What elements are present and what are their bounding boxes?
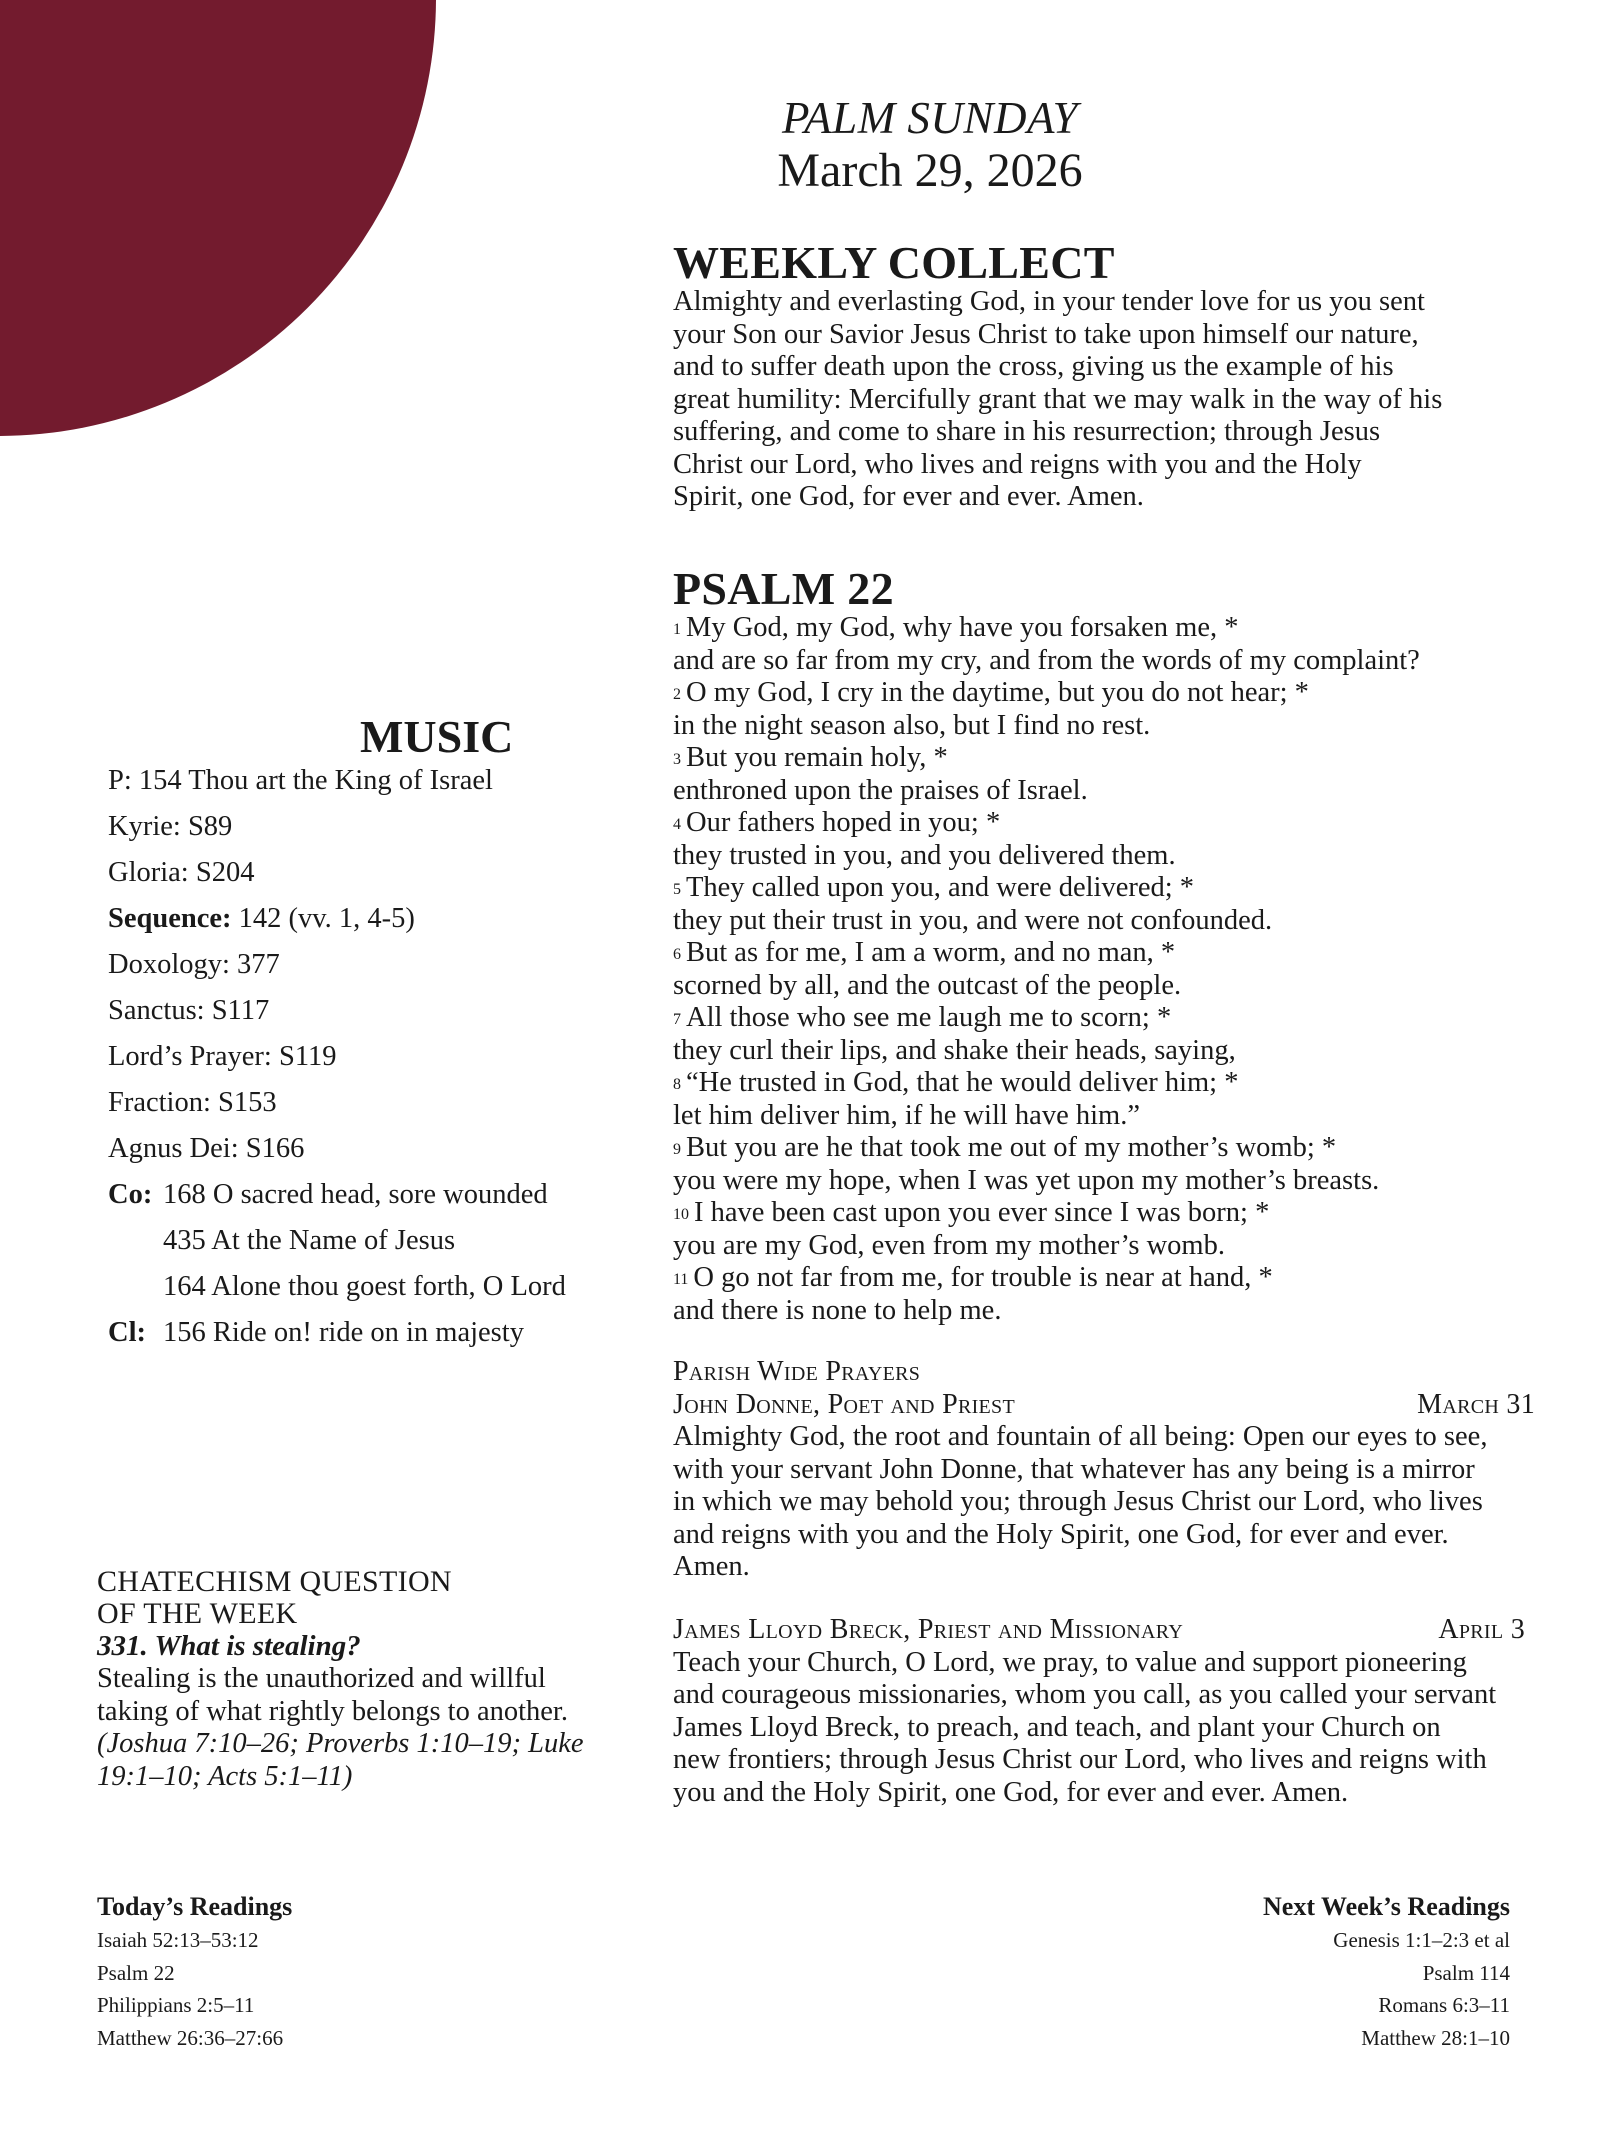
verse-text: But as for me, I am a worm, and no man, * [686,937,1176,968]
psalm-verse-line-a [673,807,1573,840]
hymn-text: 435 At the Name of Jesus [163,1225,456,1256]
todays-readings-title: Today’s Readings [97,1892,293,1921]
collect-line: great humility: Mercifully grant that we may walk in the way of his [673,383,1443,415]
parish-prayers-section [673,1356,1573,1584]
psalm-verse-line-a [673,612,1573,645]
verse-text: But you are he that took me out of my mother’s womb; * [686,1132,1337,1163]
closing-hymn [108,1310,566,1356]
psalm-verse-line-b: in the night season also, but I find no rest. [673,709,1151,741]
psalm-verse-line-b: let him deliver him, if he will have him.” [673,1099,1140,1131]
psalm-section [673,563,1573,1327]
verse-number: 9 [673,1141,681,1158]
reading-item: Isaiah 52:13–53:12 [97,1928,259,1952]
communion-hymn [108,1264,566,1310]
music-item [108,758,566,804]
music-list [108,758,566,1356]
music-item-label: Lord’s Prayer: [108,1041,272,1072]
psalm-verse-line-b: they trusted in you, and you delivered them. [673,839,1176,871]
liturgical-day-title: PALM SUNDAY [782,93,1078,143]
reading-item: Philippians 2:5–11 [97,1993,255,2017]
music-item [108,988,566,1034]
verse-number: 6 [673,946,681,963]
commemoration-date: April 3 [1438,1614,1525,1645]
music-item [108,1080,566,1126]
service-date: March 29, 2026 [777,144,1083,197]
verse-number: 4 [673,816,681,833]
commemoration-name: John Donne, Poet and Priest [673,1388,1016,1420]
prayer-line: and courageous missionaries, whom you call, as you called your servant [673,1679,1497,1710]
reading-item: Matthew 26:36–27:66 [97,2025,284,2050]
psalm-heading: PSALM 22 [673,563,894,614]
collect-heading: WEEKLY COLLECT [673,237,1115,288]
psalm-verse-line-a [673,1002,1573,1035]
prayer-text [673,1421,1573,1584]
verse-number: 7 [673,1011,681,1028]
music-item-label: Doxology: [108,949,230,980]
parish-prayer-2 [673,1614,1573,1809]
psalm-verse-line-b: and there is none to help me. [673,1294,1002,1326]
verse-text: “He trusted in God, that he would deliver him; * [686,1067,1239,1098]
catechism-references: (Joshua 7:10–26; Proverbs 1:10–19; Luke [97,1728,584,1759]
verse-number: 11 [673,1271,689,1288]
music-item [108,896,566,942]
weekly-collect-section [673,237,1573,514]
verse-number: 2 [673,686,681,703]
music-item-label: Sanctus: [108,995,205,1026]
page-header [760,92,1100,198]
music-item [108,850,566,896]
verse-text: My God, my God, why have you forsaken me, * [686,612,1239,643]
reading-item: Genesis 1:1–2:3 et al [1333,1928,1510,1952]
prayer-line: James Lloyd Breck, to preach, and teach, and plant your Church on [673,1711,1441,1743]
psalm-verse-line-b: and are so far from my cry, and from the words of my complaint? [673,644,1420,676]
collect-line: suffering, and come to share in his resurrection; through Jesus [673,416,1381,447]
verse-number: 8 [673,1076,681,1093]
music-item-text: S117 [211,995,270,1026]
verse-text: But you remain holy, * [686,742,948,773]
music-item-text: 142 (vv. 1, 4-5) [238,903,415,934]
catechism-question: 331. What is stealing? [97,1630,361,1662]
reading-item: Psalm 22 [97,1960,175,1985]
prayer-line: in which we may behold you; through Jesus Christ our Lord, who lives [673,1486,1483,1517]
psalm-verse-line-b: scorned by all, and the outcast of the people. [673,969,1182,1001]
reading-item: Romans 6:3–11 [1378,1993,1510,2017]
psalm-verse-line-b: they curl their lips, and shake their heads, saying, [673,1034,1236,1066]
collect-line: Christ our Lord, who lives and reigns with you and the Holy [673,448,1362,480]
music-item-label: Agnus Dei: [108,1133,239,1164]
psalm-verse-line-a [673,677,1573,710]
music-item-text: S89 [187,811,233,842]
catechism-title: OF THE WEEK [97,1597,298,1630]
prayer-line: Teach your Church, O Lord, we pray, to value and support pioneering [673,1646,1467,1678]
commemoration-name: James Lloyd Breck, Priest and Missionary [673,1614,1184,1645]
todays-readings [97,1890,497,2054]
music-item-label: Fraction: [108,1087,211,1118]
psalm-verse-line-a [673,742,1573,775]
music-item-text: S166 [245,1133,305,1164]
hymn-text: 156 Ride on! ride on in majesty [163,1317,524,1348]
music-item [108,1034,566,1080]
music-item-text: S153 [218,1087,277,1118]
verse-text: I have been cast upon you ever since I was born; * [694,1197,1270,1228]
collect-line: Almighty and everlasting God, in your tender love for us you sent [673,286,1425,317]
verse-text: They called upon you, and were delivered; * [686,872,1195,903]
collect-line: and to suffer death upon the cross, giving us the example of his [673,351,1394,382]
catechism-answer: Stealing is the unauthorized and willful [97,1663,546,1694]
music-item [108,804,566,850]
music-item-label: P: [108,765,132,796]
music-item-label: Sequence: [108,903,232,934]
closing-label: Cl: [108,1317,146,1348]
verse-text: O my God, I cry in the daytime, but you do not hear; * [686,677,1309,708]
prayer-text [673,1647,1573,1810]
music-heading: MUSIC [360,711,514,762]
prayer-line: Amen. [673,1551,750,1582]
decorative-circle [0,0,436,436]
verse-number: 5 [673,881,681,898]
hymn-text: 164 Alone thou goest forth, O Lord [163,1271,566,1302]
psalm-verse-line-a [673,1132,1573,1165]
collect-line: Spirit, one God, for ever and ever. Amen. [673,481,1144,512]
next-readings-title: Next Week’s Readings [1263,1892,1510,1921]
communion-label: Co: [108,1179,153,1210]
verse-number: 1 [673,621,681,638]
prayer-heading [673,1614,1553,1647]
psalm-verse-line-a [673,872,1573,905]
psalm-verse-line-b: you were my hope, when I was yet upon my mother’s breasts. [673,1164,1380,1196]
commemoration-date: March 31 [1417,1388,1535,1420]
catechism-section [97,1566,657,1793]
music-item-label: Kyrie: [108,811,181,842]
prayer-line: and reigns with you and the Holy Spirit, one God, for ever and ever. [673,1518,1449,1550]
reading-item: Matthew 28:1–10 [1361,2025,1510,2050]
psalm-verse-line-a [673,937,1573,970]
communion-hymn [108,1218,566,1264]
communion-hymn [108,1172,566,1218]
reading-item: Psalm 114 [1422,1960,1510,1985]
verse-text: All those who see me laugh me to scorn; * [686,1002,1172,1033]
verse-number: 3 [673,751,681,768]
verse-text: Our fathers hoped in you; * [686,807,1001,838]
prayer-line: new frontiers; through Jesus Christ our Lord, who lives and reigns with [673,1744,1487,1775]
psalm-verse-line-a [673,1197,1573,1230]
collect-line: your Son our Savior Jesus Christ to take upon himself our nature, [673,318,1419,350]
psalm-verse-line-a [673,1067,1573,1100]
psalm-verse-line-a [673,1262,1573,1295]
catechism-references: 19:1–10; Acts 5:1–11) [97,1760,353,1792]
prayer-line: with your servant John Donne, that whatever has any being is a mirror [673,1453,1475,1485]
prayer-line: Almighty God, the root and fountain of all being: Open our eyes to see, [673,1421,1488,1452]
hymn-text: 168 O sacred head, sore wounded [163,1179,548,1210]
psalm-verse-line-b: enthroned upon the praises of Israel. [673,774,1088,806]
psalm-verse-line-b: you are my God, even from my mother’s womb. [673,1229,1225,1261]
prayers-section-title: Parish Wide Prayers [673,1356,921,1387]
prayer-line: you and the Holy Spirit, one God, for ever and ever. Amen. [673,1776,1349,1808]
music-item-label: Gloria: [108,857,189,888]
catechism-title: CHATECHISM QUESTION [97,1565,452,1598]
collect-text [673,286,1533,514]
verse-number: 10 [673,1206,689,1223]
psalm-text [673,612,1573,1327]
verse-text: O go not far from me, for trouble is near at hand, * [693,1262,1273,1293]
music-item-text: S204 [195,857,255,888]
music-item-text: S119 [278,1041,337,1072]
prayer-heading [673,1389,1553,1422]
catechism-answer: taking of what rightly belongs to another. [97,1695,568,1727]
music-item [108,1126,566,1172]
music-item-text: 154 Thou art the King of Israel [138,765,493,796]
music-item-text: 377 [237,949,280,980]
music-item [108,942,566,988]
next-week-readings [1100,1890,1510,2054]
psalm-verse-line-b: they put their trust in you, and were not confounded. [673,904,1273,936]
